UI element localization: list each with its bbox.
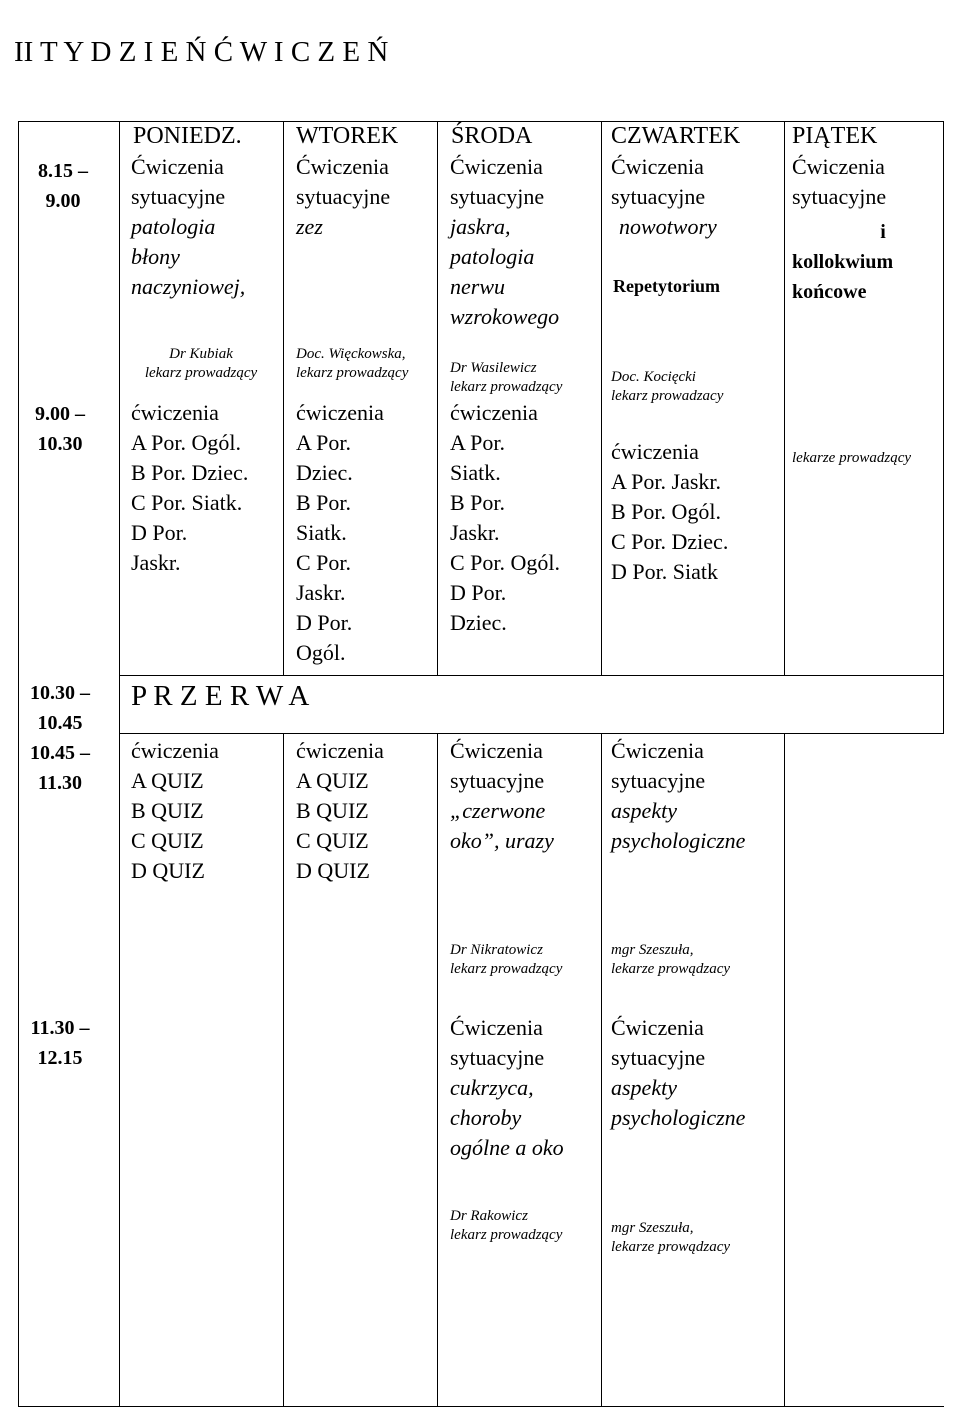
column-divider-thu-lower bbox=[784, 733, 785, 1407]
cell-fri-1-extra bbox=[792, 217, 922, 307]
signature-thu-5 bbox=[611, 1219, 730, 1257]
list-item: Ogól. bbox=[296, 640, 346, 665]
instructor-name: Doc. Kocięcki bbox=[611, 369, 696, 385]
cell-fri-1 bbox=[792, 152, 886, 212]
cell-wed-5 bbox=[450, 1013, 564, 1163]
session-topic: oko”, urazy bbox=[450, 828, 554, 853]
table-border-right-top bbox=[943, 121, 944, 733]
list-item: Siatk. bbox=[296, 520, 347, 545]
list-item: B QUIZ bbox=[296, 798, 369, 823]
instructor-name: Doc. Więckowska, bbox=[296, 346, 406, 362]
list-item: B Por. bbox=[450, 490, 506, 515]
session-topic: aspekty bbox=[611, 798, 677, 823]
list-item: ćwiczenia bbox=[131, 400, 219, 425]
cell-wed-2 bbox=[450, 398, 560, 638]
list-item: C Por. Dziec. bbox=[611, 529, 729, 554]
list-item: D Por. bbox=[296, 610, 353, 635]
instructor-role: lekarz prowadzący bbox=[450, 1227, 563, 1243]
time-end: 11.30 bbox=[38, 772, 82, 794]
session-topic: patologia bbox=[131, 214, 216, 239]
session-type: Ćwiczenia bbox=[611, 738, 704, 763]
column-divider-tue bbox=[437, 121, 438, 675]
list-item: Jaskr. bbox=[450, 520, 500, 545]
list-item: D Por. Siatk bbox=[611, 559, 718, 584]
session-topic: naczyniowej, bbox=[131, 274, 246, 299]
instructor-name: Dr Nikratowicz bbox=[450, 942, 543, 958]
list-item: C Por. Ogól. bbox=[450, 550, 561, 575]
day-header-tue: WTOREK bbox=[296, 123, 399, 149]
instructor-name: Dr Kubiak bbox=[169, 346, 233, 362]
session-topic: nerwu bbox=[450, 274, 505, 299]
list-item: Jaskr. bbox=[296, 580, 346, 605]
time-start: 9.00 – bbox=[35, 403, 85, 425]
time-slot-2 bbox=[22, 399, 98, 459]
cell-wed-1 bbox=[450, 152, 559, 332]
column-divider-tue-lower bbox=[437, 733, 438, 1407]
column-divider-time bbox=[119, 121, 120, 1407]
column-divider-thu bbox=[784, 121, 785, 675]
list-item: D QUIZ bbox=[131, 858, 205, 883]
signature-wed-5 bbox=[450, 1207, 562, 1245]
cell-mon-1 bbox=[131, 152, 245, 302]
list-item: Jaskr. bbox=[131, 550, 181, 575]
time-slot-3 bbox=[22, 678, 98, 738]
day-header-mon: PONIEDZ. bbox=[133, 123, 242, 149]
column-divider-wed-lower bbox=[601, 733, 602, 1407]
list-item: D QUIZ bbox=[296, 858, 370, 883]
cell-tue-1 bbox=[296, 152, 390, 242]
session-type: Ćwiczenia bbox=[296, 154, 389, 179]
list-item: D Por. bbox=[131, 520, 188, 545]
time-end: 10.30 bbox=[37, 433, 83, 455]
signature-mon-1 bbox=[131, 345, 271, 383]
instructor-role: lekarz prowadzący bbox=[450, 961, 563, 977]
session-topic: choroby bbox=[450, 1105, 522, 1130]
time-end: 9.00 bbox=[45, 190, 81, 212]
time-start: 11.30 – bbox=[30, 1017, 90, 1039]
session-type: Ćwiczenia bbox=[611, 1015, 704, 1040]
repetytorium-label: Repetytorium bbox=[613, 276, 720, 296]
instructor-role: lekarz prowadzący bbox=[144, 365, 258, 381]
session-type: Ćwiczenia bbox=[450, 738, 543, 763]
session-type: sytuacyjne bbox=[450, 1045, 545, 1070]
instructor-role: lekarz prowadzacy bbox=[611, 388, 724, 404]
list-item: B Por. Ogól. bbox=[611, 499, 722, 524]
column-divider-mon-lower bbox=[283, 733, 284, 1407]
list-item: A Por. Jaskr. bbox=[611, 469, 722, 494]
signature-wed-1 bbox=[450, 359, 562, 397]
list-item: ćwiczenia bbox=[296, 738, 384, 763]
session-type: sytuacyjne bbox=[611, 768, 706, 793]
list-item: A Por. bbox=[450, 430, 506, 455]
session-topic: psychologiczne bbox=[611, 828, 746, 853]
list-item: B Por. Dziec. bbox=[131, 460, 249, 485]
session-type: sytuacyjne bbox=[131, 184, 226, 209]
session-type: sytuacyjne bbox=[792, 184, 887, 209]
session-topic: zez bbox=[296, 214, 323, 239]
time-slot-4 bbox=[22, 738, 98, 798]
cell-tue-4 bbox=[296, 736, 384, 886]
list-item: A QUIZ bbox=[296, 768, 369, 793]
list-item: ćwiczenia bbox=[131, 738, 219, 763]
day-header-fri: PIĄTEK bbox=[792, 123, 878, 149]
list-item: Dziec. bbox=[450, 610, 507, 635]
instructor-name: Dr Wasilewicz bbox=[450, 360, 537, 376]
instructor-role: lekarz prowadzący bbox=[450, 379, 563, 395]
time-start: 10.30 – bbox=[30, 682, 90, 704]
session-topic: wzrokowego bbox=[450, 304, 560, 329]
cell-thu-2 bbox=[611, 437, 728, 587]
session-topic: „czerwone bbox=[450, 798, 546, 823]
instructor-name: mgr Szeszuła, bbox=[611, 942, 694, 958]
list-item: C Por. bbox=[296, 550, 352, 575]
break-label: P R Z E R W A bbox=[131, 680, 310, 712]
cell-mon-4 bbox=[131, 736, 219, 886]
instructor-role: lekarze prowądzacy bbox=[611, 961, 731, 977]
conjunction: i bbox=[880, 221, 886, 243]
list-item: Siatk. bbox=[450, 460, 501, 485]
session-type: sytuacyjne bbox=[450, 184, 545, 209]
table-border-left bbox=[18, 121, 19, 1407]
instructor-name: mgr Szeszuła, bbox=[611, 1220, 694, 1236]
time-start: 8.15 – bbox=[38, 160, 88, 182]
cell-thu-5 bbox=[611, 1013, 745, 1133]
session-type: sytuacyjne bbox=[611, 1045, 706, 1070]
session-type: sytuacyjne bbox=[450, 768, 545, 793]
time-slot-1 bbox=[25, 156, 101, 216]
day-header-wed: ŚRODA bbox=[451, 123, 533, 149]
break-row-bottom bbox=[119, 733, 944, 734]
list-item: A Por. Ogól. bbox=[131, 430, 242, 455]
signature-thu-4 bbox=[611, 941, 730, 979]
session-type: Ćwiczenia bbox=[131, 154, 224, 179]
session-type: Ćwiczenia bbox=[450, 1015, 543, 1040]
list-item: Dziec. bbox=[296, 460, 353, 485]
list-item: C QUIZ bbox=[296, 828, 369, 853]
instructor-role: lekarz prowadzący bbox=[296, 365, 409, 381]
signature-wed-4 bbox=[450, 941, 562, 979]
column-divider-mon bbox=[283, 121, 284, 675]
final-label: końcowe bbox=[792, 281, 867, 303]
list-item: B Por. bbox=[296, 490, 352, 515]
cell-fri-2: lekarze prowadzący bbox=[792, 450, 912, 466]
table-border-bottom bbox=[18, 1406, 944, 1407]
cell-thu-1 bbox=[611, 152, 717, 242]
session-type: sytuacyjne bbox=[296, 184, 391, 209]
session-topic: błony bbox=[131, 244, 180, 269]
list-item: ćwiczenia bbox=[611, 439, 699, 464]
list-item: D Por. bbox=[450, 580, 507, 605]
column-divider-wed bbox=[601, 121, 602, 675]
session-topic: nowotwory bbox=[619, 214, 717, 239]
time-slot-5 bbox=[22, 1013, 98, 1073]
signature-thu-1 bbox=[611, 368, 723, 406]
session-topic: patologia bbox=[450, 244, 535, 269]
page-title: II T Y D Z I E Ń Ć W I C Z E Ń bbox=[14, 36, 389, 68]
session-topic: cukrzyca, bbox=[450, 1075, 534, 1100]
list-item: ćwiczenia bbox=[296, 400, 384, 425]
list-item: ćwiczenia bbox=[450, 400, 538, 425]
instructor-name: Dr Rakowicz bbox=[450, 1208, 528, 1224]
cell-wed-4 bbox=[450, 736, 554, 856]
session-topic: ogólne a oko bbox=[450, 1135, 564, 1160]
time-start: 10.45 – bbox=[30, 742, 90, 764]
day-header-thu: CZWARTEK bbox=[611, 123, 741, 149]
session-type: sytuacyjne bbox=[611, 184, 706, 209]
cell-thu-4 bbox=[611, 736, 745, 856]
session-topic: psychologiczne bbox=[611, 1105, 746, 1130]
session-type: Ćwiczenia bbox=[792, 154, 885, 179]
time-end: 10.45 bbox=[37, 712, 83, 734]
instructor-role: lekarze prowądzacy bbox=[611, 1239, 731, 1255]
kollokwium-label: kollokwium bbox=[792, 251, 894, 273]
cell-mon-2 bbox=[131, 398, 248, 578]
list-item: C Por. Siatk. bbox=[131, 490, 243, 515]
session-topic: aspekty bbox=[611, 1075, 677, 1100]
cell-tue-2 bbox=[296, 398, 384, 668]
list-item: C QUIZ bbox=[131, 828, 204, 853]
signature-tue-1 bbox=[296, 345, 408, 383]
session-type: Ćwiczenia bbox=[611, 154, 704, 179]
list-item: A Por. bbox=[296, 430, 352, 455]
time-end: 12.15 bbox=[37, 1047, 83, 1069]
session-type: Ćwiczenia bbox=[450, 154, 543, 179]
session-topic: jaskra, bbox=[450, 214, 511, 239]
list-item: B QUIZ bbox=[131, 798, 204, 823]
list-item: A QUIZ bbox=[131, 768, 204, 793]
